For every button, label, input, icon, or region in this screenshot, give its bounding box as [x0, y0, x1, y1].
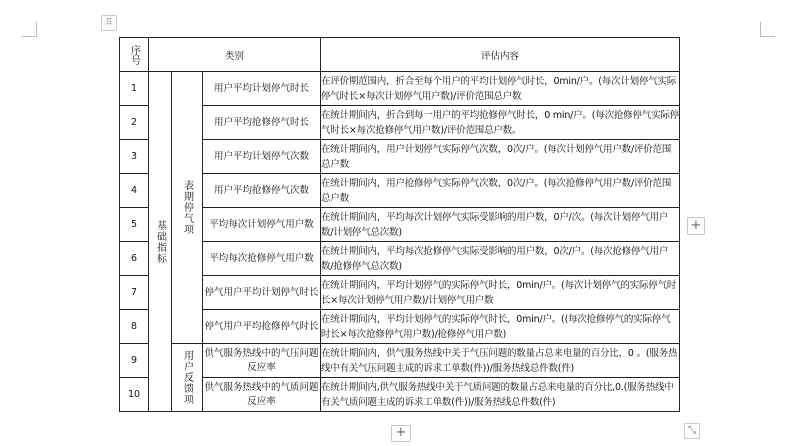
content-cell: 在统计期间内，折合到每一用户的平均抢修停气时长，0 min/户。(每次抢修停气实际停气时长×每次抢修停气用户数)/评价范围总户数。 [321, 106, 680, 140]
category-cell: 用户平均抢修停气时长 [203, 106, 321, 140]
table-row [120, 242, 680, 276]
table-row [120, 174, 680, 208]
table-row [120, 378, 680, 412]
subgroup-user-cell: 用户反馈项 [172, 344, 203, 412]
category-cell: 用户平均计划停气次数 [203, 140, 321, 174]
evaluation-table [119, 37, 680, 412]
category-cell: 停气用户平均抢修停气时长 [203, 310, 321, 344]
table-resize-icon[interactable]: ⤡ [684, 423, 700, 439]
page-corner-top-right [760, 22, 775, 37]
table-move-handle-icon[interactable]: ⠿ [101, 15, 117, 31]
table-row [120, 72, 680, 106]
row-number: 6 [120, 242, 149, 276]
content-cell: 在统计期间内，用户抢修停气实际停气次数，0次/户。(每次抢修停气用户数/评价范围总户数 [321, 174, 680, 208]
category-cell: 用户平均计划停气时长 [203, 72, 321, 106]
header-seq: 序号 [120, 38, 149, 72]
category-cell: 平均每次抢修停气用户数 [203, 242, 321, 276]
row-number: 10 [120, 378, 149, 412]
add-row-button[interactable]: + [391, 425, 411, 442]
content-cell: 在统计期间内,供气服务热线中关于气质问题的数量占总来电量的百分比,0.(服务热线中有关气质问题主成的诉求工单数(件))/服务热线总件数(件) [321, 378, 680, 412]
table-row [120, 106, 680, 140]
row-number: 8 [120, 310, 149, 344]
table-row [120, 310, 680, 344]
category-cell: 供气服务热线中的气压问题反应率 [203, 344, 321, 378]
group-basic-cell: 基础指标 [149, 72, 172, 412]
category-cell: 停气用户平均计划停气时长 [203, 276, 321, 310]
table-row [120, 276, 680, 310]
category-cell: 平均每次计划停气用户数 [203, 208, 321, 242]
content-cell: 在统计期间内，平均计划停气的实际停气时长，0min/户。(每次计划停气的实际停气时长×每次计划停气用户数)/计划停气用户数 [321, 276, 680, 310]
content-cell: 在评价期范围内，折合至每个用户的平均计划停气时长，0min/户。(每次计划停气实际停气时长×每次计划停气用户数)/评价范围总户数 [321, 72, 680, 106]
content-cell: 在统计期间内，平均每次抢修停气实际受影响的用户数，0次/户。(每次抢修停气用户数/抢修停气总次数) [321, 242, 680, 276]
header-category: 类别 [149, 38, 321, 72]
row-number: 4 [120, 174, 149, 208]
table-row [120, 208, 680, 242]
row-number: 2 [120, 106, 149, 140]
row-number: 7 [120, 276, 149, 310]
page-corner-top-left [22, 22, 37, 37]
row-number: 1 [120, 72, 149, 106]
content-cell: 在统计期间内，平均每次计划停气实际受影响的用户数，0户/次。(每次计划停气用户数/计划停气总次数) [321, 208, 680, 242]
category-cell: 用户平均抢修停气次数 [203, 174, 321, 208]
row-number: 3 [120, 140, 149, 174]
content-cell: 在统计期间内，用户计划停气实际停气次数，0次/户。(每次计划停气用户数/评价范围总户数 [321, 140, 680, 174]
content-cell: 在统计期间内，平均计划停气的实际停气时长，0min/户。((每次抢修停气的实际停气时长×每次抢修停气用户数)/抢修停气用户数) [321, 310, 680, 344]
content-cell: 在统计期间内，供气服务热线中关于气压问题的数量占总来电量的百分比，0 。(服务热线中有关气压问题主成的诉求工单数(件))/服务热线总件数(件) [321, 344, 680, 378]
subgroup-reliability-cell: 表期停气项 [172, 72, 203, 344]
table-row [120, 344, 680, 378]
add-column-button[interactable]: + [687, 217, 705, 235]
header-content: 评估内容 [321, 38, 680, 72]
row-number: 9 [120, 344, 149, 378]
table-header-row [120, 38, 680, 72]
row-number: 5 [120, 208, 149, 242]
table-row [120, 140, 680, 174]
category-cell: 供气服务热线中的气质问题反应率 [203, 378, 321, 412]
